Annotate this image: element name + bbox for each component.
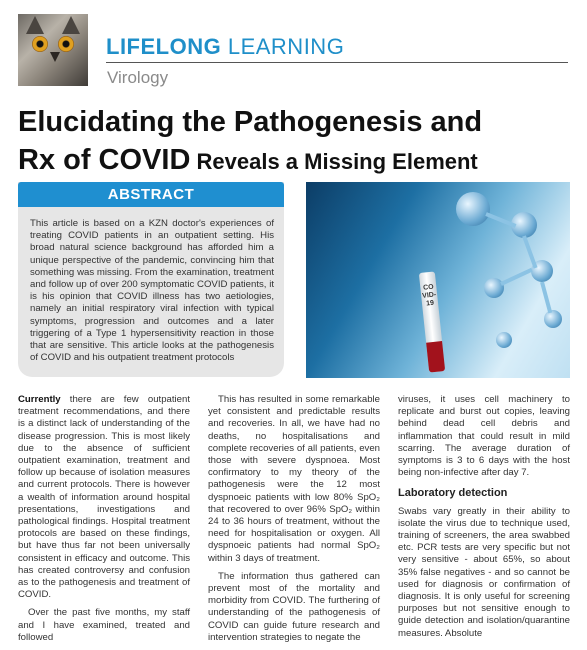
owl-ear-left [26, 16, 44, 34]
covid-test-tube-photo [306, 182, 570, 378]
body-column-1 [18, 394, 190, 650]
paragraph: This has resulted in some remarkable yet consistent and predictable results and recoveries. In all, we have had no deaths, no hospitalisations and complete recoveries of all patients, even those with severe dyspnoea. Most confirmatory to my theory of the pathogenesis were the 12 most dyspnoeic patients with low 80% SpO₂ that recovered to over 96% SpO₂ within 24 to 36 hours of treatment, without the need for hospitalisation or oxygen. All dyspnoeic patients had normal SpO₂ within 3 days of treatment. [208, 394, 380, 564]
paragraph: The information thus gathered can prevent most of the mortality and morbidity from COVID. The furthering of understanding of the pathogenesis of COVID can guide future research and intervention strategies to negate the [208, 570, 380, 643]
paragraph [18, 394, 190, 601]
blood-sample [426, 341, 445, 373]
molecule-bond [540, 281, 552, 313]
molecule-sphere [456, 192, 490, 226]
molecule-sphere [496, 332, 512, 348]
title-line-2 [18, 141, 482, 181]
title-line-1: Elucidating the Pathogenesis and [18, 106, 483, 138]
body-column-2 [208, 394, 380, 650]
category-label: Virology [107, 68, 169, 87]
lead-word: Currently [18, 394, 61, 405]
molecule-bond [500, 268, 533, 286]
owl-ear-right [62, 16, 80, 34]
owl-eye-right [58, 36, 74, 52]
molecule-bond [522, 235, 537, 268]
test-tube-label: COVID-19 [421, 283, 437, 308]
paragraph: Over the past five months, my staff and I have examined, treated and followed [18, 607, 190, 643]
paragraph: viruses, it uses cell machinery to replicate and burst out copies, leaving behind dead cell debris and inflammation that could result in mild scarring. The average duration of symptoms is 3 to 6 days with the host being non-infective after day 7. [398, 394, 570, 479]
test-tube [419, 271, 445, 372]
abstract-text: This article is based on a KZN doctor's experiences of treating COVID patients in an outpatient setting. His broad natural science background has afforded him a unique perspective of the pandemic, convincing him that something was missing. From the examination, treatment and follow up of over 200 symptomatic COVID patients, it is his opinion that COVID illness has two aetiologies, namely an initial respiratory viral infection with typical symptoms, progression and outcomes and a later triggering of a Type 1 hypersensitivity reaction in those that are sensitive. This article looks at the pathogenesis of COVID and his outpatient treatment protocols [30, 218, 274, 364]
series-title-bold: LIFELONG [106, 34, 222, 59]
paragraph: Swabs vary greatly in their ability to isolate the virus due to technique used, training of screeners, the area swabbed etc. PCR tests are very specific but not very sensitive - about 65%, so about 35% false negatives - and so cannot be used for diagnosis or confirmation of diagnosis. It is only useful for screening purposes but not sensitive enough to guide detection and isolation/quarantine measures. Absolute [398, 505, 570, 639]
header-divider [106, 62, 568, 63]
title-line-2-sub: Reveals a Missing Element [190, 149, 478, 174]
abstract-heading: ABSTRACT [18, 182, 284, 207]
series-title [106, 34, 344, 60]
molecule-sphere [544, 310, 562, 328]
series-title-rest: LEARNING [221, 34, 345, 59]
owl-beak [50, 52, 60, 62]
title-line-2-main: Rx of COVID [18, 144, 191, 176]
paragraph-text: there are few outpatient treatment recommendations, and there is a distinct lack of understanding of the disease progression. This is most likely due to the absence of sufficient outpatient examination, treatment and follow up because of isolation measures and current protocols. There is however a wealth of information around hospital presentations, investigations and pathological findings. Hospital treatment protocols are based on these findings, but have thus far not been universally consistent in efficacy and outcome. This has created controversy and confusion as to the pathogenesis and treatment of COVID. [18, 394, 190, 601]
owl-eye-left [32, 36, 48, 52]
article-title [18, 103, 482, 181]
owl-logo-image [18, 14, 88, 86]
section-heading: Laboratory detection [398, 487, 508, 500]
body-column-3 [398, 394, 570, 646]
